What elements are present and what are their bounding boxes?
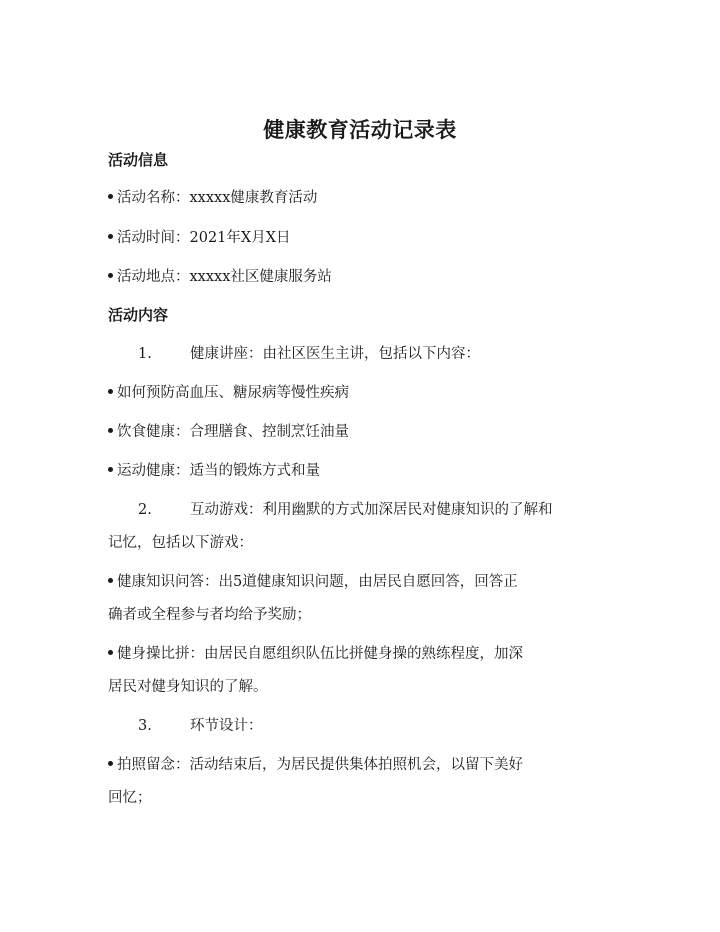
bullet-dot-icon	[108, 578, 113, 583]
list-item-2: 2. 互动游戏：利用幽默的方式加深居民对健康知识的了解和	[108, 500, 618, 520]
item1-bullet-2: 饮食健康：合理膳食、控制烹饪油量	[108, 422, 618, 442]
bullet-dot-icon	[108, 389, 113, 394]
list-number: 1.	[138, 346, 152, 362]
bullet-dot-icon	[108, 428, 113, 433]
list-item-3: 3. 环节设计：	[108, 716, 618, 736]
bullet-dot-icon	[108, 273, 113, 278]
item2-bullet-2-continuation: 居民对健身知识的了解。	[108, 679, 268, 695]
list-item-1: 1. 健康讲座：由社区医生主讲，包括以下内容：	[108, 344, 618, 364]
item3-bullet-1-continuation: 回忆；	[108, 790, 152, 806]
document-title: 健康教育活动记录表	[263, 117, 457, 142]
item2-bullet-2: 健身操比拼：由居民自愿组织队伍比拼健身操的熟练程度，加深	[108, 644, 618, 664]
bullet-dot-icon	[108, 761, 113, 766]
bullet-dot-icon	[108, 467, 113, 472]
item2-bullet-1: 健康知识问答：出5道健康知识问题，由居民自愿回答，回答正	[108, 572, 618, 592]
list-number: 3.	[138, 718, 152, 734]
item3-bullet-1: 拍照留念：活动结束后，为居民提供集体拍照机会，以留下美好	[108, 755, 618, 775]
item1-bullet-3: 运动健康：适当的锻炼方式和量	[108, 461, 618, 481]
section-heading-content: 活动内容	[108, 306, 169, 324]
item1-bullet-1: 如何预防高血压、糖尿病等慢性疾病	[108, 383, 618, 403]
bullet-dot-icon	[108, 650, 113, 655]
list-item-2-continuation: 记忆，包括以下游戏：	[108, 535, 253, 551]
item2-bullet-1-continuation: 确者或全程参与者均给予奖励；	[108, 607, 311, 623]
section-heading-info: 活动信息	[108, 151, 169, 169]
info-item-name: 活动名称：xxxxx健康教育活动	[108, 188, 618, 208]
info-item-time: 活动时间：2021年X月X日	[108, 228, 618, 248]
bullet-dot-icon	[108, 194, 113, 199]
bullet-dot-icon	[108, 234, 113, 239]
list-number: 2.	[138, 502, 152, 518]
info-item-location: 活动地点：xxxxx社区健康服务站	[108, 267, 618, 287]
